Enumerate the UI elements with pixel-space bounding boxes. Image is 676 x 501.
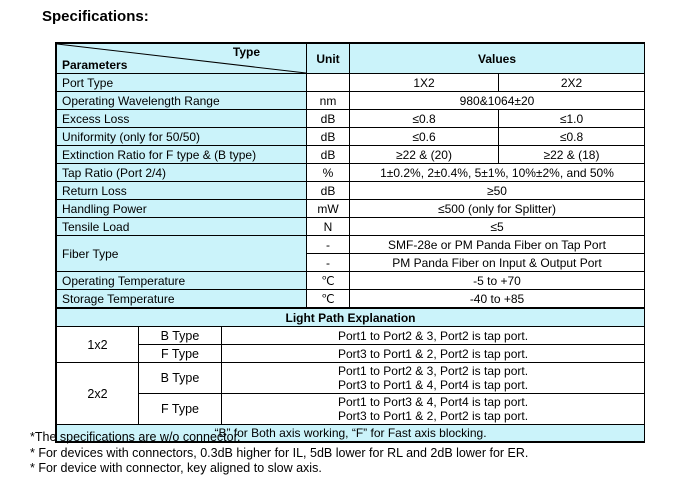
table-header-row (57, 44, 645, 74)
table-row (57, 74, 645, 92)
unit-cell: mW (307, 200, 350, 218)
table-row (57, 363, 645, 394)
table-row (57, 146, 645, 164)
light-path-footer-note: “B” for Both axis working, “F” for Fast axis blocking. (57, 425, 645, 442)
type-cell: B Type (139, 327, 222, 345)
unit-cell: dB (307, 128, 350, 146)
value-cell-1x2: ≥22 & (20) (350, 146, 499, 164)
path-description (222, 394, 645, 425)
value-cell-span: ≤5 (350, 218, 645, 236)
table-row (57, 345, 645, 363)
unit-cell: dB (307, 146, 350, 164)
table-row (57, 236, 645, 254)
value-cell-span: -40 to +85 (350, 290, 645, 308)
param-cell: Port Type (57, 74, 307, 92)
value-cell-span: 980&1064±20 (350, 92, 645, 110)
param-cell: Handling Power (57, 200, 307, 218)
path-description: Port3 to Port1 & 2, Port2 is tap port. (222, 345, 645, 363)
type-cell: B Type (139, 363, 222, 394)
table-row (57, 290, 645, 308)
table-row (57, 92, 645, 110)
path-description: Port1 to Port2 & 3, Port2 is tap port. (222, 327, 645, 345)
table-row (57, 218, 645, 236)
value-cell-2x2: 2X2 (499, 74, 645, 92)
table-row (57, 164, 645, 182)
group-cell-2x2: 2x2 (57, 363, 139, 425)
table-row (57, 182, 645, 200)
param-cell: Tensile Load (57, 218, 307, 236)
param-cell: Tap Ratio (Port 2/4) (57, 164, 307, 182)
header-parameters-label: Parameters (62, 58, 128, 72)
page-title: Specifications: (42, 8, 149, 25)
unit-cell: - (307, 236, 350, 254)
unit-cell: dB (307, 110, 350, 128)
unit-cell: N (307, 218, 350, 236)
value-cell-1x2: 1X2 (350, 74, 499, 92)
param-cell: Excess Loss (57, 110, 307, 128)
path-description-line: Port3 to Port1 & 4, Port4 is tap port. (337, 378, 529, 392)
value-cell-span: SMF-28e or PM Panda Fiber on Tap Port (350, 236, 645, 254)
path-description-line: Port1 to Port3 & 4, Port4 is tap port. (337, 395, 529, 409)
unit-cell: ℃ (307, 272, 350, 290)
param-cell: Operating Wavelength Range (57, 92, 307, 110)
table-row (57, 272, 645, 290)
param-cell-fiber-type: Fiber Type (57, 236, 307, 272)
spec-table (56, 43, 645, 308)
table-row (57, 128, 645, 146)
unit-cell: ℃ (307, 290, 350, 308)
param-cell: Return Loss (57, 182, 307, 200)
unit-cell: nm (307, 92, 350, 110)
unit-cell: % (307, 164, 350, 182)
path-description-line: Port3 to Port1 & 2, Port2 is tap port. (337, 409, 529, 423)
footnote: * For devices with connectors, 0.3dB higher for IL, 5dB lower for RL and 2dB lower for ER. (30, 445, 529, 460)
header-type-label: Type (232, 45, 260, 59)
param-cell: Storage Temperature (57, 290, 307, 308)
table-row (57, 327, 645, 345)
value-cell-span: ≥50 (350, 182, 645, 200)
light-path-title: Light Path Explanation (57, 309, 645, 327)
unit-cell: dB (307, 182, 350, 200)
diagonal-header-cell (57, 44, 307, 74)
footnote: *The specifications are w/o connector. (30, 430, 241, 444)
value-cell-span: 1±0.2%, 2±0.4%, 5±1%, 10%±2%, and 50% (350, 164, 645, 182)
type-cell: F Type (139, 345, 222, 363)
value-cell-1x2: ≤0.8 (350, 110, 499, 128)
unit-cell: - (307, 254, 350, 272)
value-cell-span: -5 to +70 (350, 272, 645, 290)
value-cell-2x2: ≥22 & (18) (499, 146, 645, 164)
specifications-table (55, 42, 645, 443)
value-cell-2x2: ≤1.0 (499, 110, 645, 128)
path-description (222, 363, 645, 394)
unit-cell (307, 74, 350, 92)
value-cell-span: ≤500 (only for Splitter) (350, 200, 645, 218)
footnote: * For device with connector, key aligned to slow axis. (30, 461, 322, 475)
footnotes (30, 430, 528, 477)
light-path-header-row (57, 309, 645, 327)
value-cell-1x2: ≤0.6 (350, 128, 499, 146)
light-path-table (56, 308, 645, 442)
group-cell-1x2: 1x2 (57, 327, 139, 363)
param-cell: Uniformity (only for 50/50) (57, 128, 307, 146)
table-row (57, 200, 645, 218)
param-cell: Extinction Ratio for F type & (B type) (57, 146, 307, 164)
value-cell-span: PM Panda Fiber on Input & Output Port (350, 254, 645, 272)
param-cell: Operating Temperature (57, 272, 307, 290)
header-values: Values (350, 44, 645, 74)
table-row (57, 394, 645, 425)
header-unit: Unit (307, 44, 350, 74)
value-cell-2x2: ≤0.8 (499, 128, 645, 146)
table-row (57, 110, 645, 128)
type-cell: F Type (139, 394, 222, 425)
path-description-line: Port1 to Port2 & 3, Port2 is tap port. (337, 364, 529, 378)
